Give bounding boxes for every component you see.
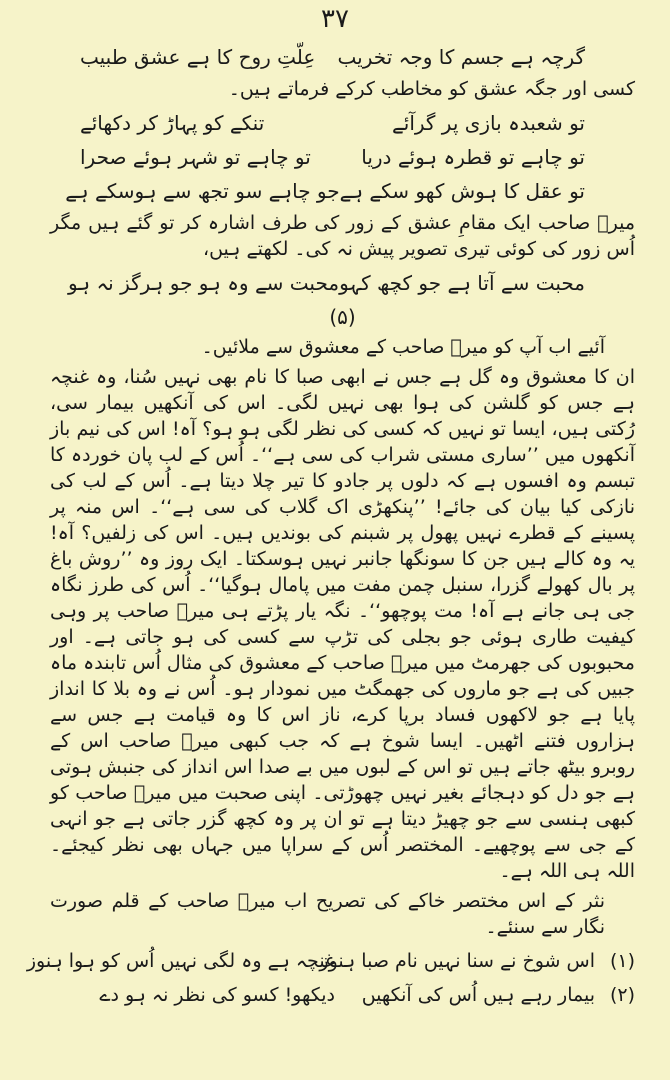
misra-second: تو چاہے تو شہر ہوئے صحرا: [80, 145, 311, 169]
misra-second: دیکھو! کسو کی نظر نہ ہو دے: [99, 984, 335, 1006]
page-number: ۳۷: [321, 4, 349, 34]
misra-second: جو چاہے سو تجھ سے ہوسکے ہے: [65, 179, 340, 203]
misra-first: محبت سے آتا ہے جو کچھ کہو: [339, 271, 585, 295]
couplet: [80, 40, 585, 74]
misra-second: عِلّتِ روح کا ہے عشق طبیب: [80, 45, 316, 69]
prose-line: کسی اور جگہ عشق کو مخاطب کرکے فرماتے ہیں۔: [228, 78, 635, 100]
misra-first: تو شعبدہ بازی پر گرآئے: [392, 111, 585, 135]
misra-second: تنکے کو پہاڑ کر دکھائے: [80, 111, 265, 135]
misra-first: تو عقل کا ہوش کھو سکے ہے: [339, 179, 585, 203]
couplet: [80, 140, 585, 174]
misra-second: غنچہ ہے وہ لگی نہیں اُس کو ہوا ہنوز: [26, 950, 335, 972]
couplet-number: (۲): [609, 984, 635, 1006]
couplet: [65, 174, 585, 208]
prose-line: نثر کے اس مختصر خاکے کی تصریح اب میرؔ صاحب کے قلم صورت نگار سے سنئے۔: [50, 890, 605, 938]
misra-first: بیمار رہے ہیں اُس کی آنکھیں: [361, 984, 595, 1006]
prose-paragraph: میرؔ صاحب ایک مقامِ عشق کے زور کی طرف اشارہ کر تو گئے ہیں مگر اُس زور کی کوئی تیری تصویر پیش نہ کی۔ لکھتے ہیں،: [50, 212, 635, 260]
numbered-couplet: [50, 978, 635, 1012]
misra-second: محبت سے وہ ہو جو ہرگز نہ ہو: [68, 271, 340, 295]
couplet: [68, 266, 585, 300]
couplet: [80, 106, 585, 140]
couplet-number: (۱): [609, 950, 635, 972]
misra-first: تو چاہے تو قطرہ ہوئے دریا: [361, 145, 585, 169]
misra-first: اس شوخ نے سنا نہیں نام صبا ہنوز: [319, 950, 595, 972]
misra-first: گرچہ ہے جسم کا وجہ تخریب: [337, 45, 585, 69]
section-number: (۵): [329, 305, 356, 329]
prose-paragraph: ان کا معشوق وہ گل ہے جس نے ابھی صبا کا نام بھی نہیں سُنا، وہ غنچہ ہے جس کو گلشن کی ہوا بھی نہیں لگی۔ اس کی آنکھیں بیمار سی، رُکتی ہیں، ایسا تو نہیں کہ کسی کی نظر لگی ہو ہو؟ آہ! اس کی نیم باز آنکھوں میں ’’ساری مستی شراب کی سی ہے‘‘۔ اُس کے لب پان خوردہ کا تبسم وہ افسوں ہے کہ دلوں پر جادو کا تیر چلا دیتا ہے۔ اُس کے لب کی نازکی کیا بیان کی جائے! ’’پنکھڑی اک گلاب کی سی ہے‘‘۔ اس منہ پر پسینے کے قطرے نہیں پھول پر شبنم کی بوندیں ہیں۔ اس کی زلفیں؟ آہ! یہ وہ کالے ہیں جن کا سونگھا جانبر نہیں ہوسکتا۔ ایک روز وہ ’’روش باغ پر بال کھولے گزرا، سنبل چمن مفت میں پامال ہوگیا‘‘۔ اُس کی طرز نگاہ جی ہی جانے ہے آہ! مت پوچھو‘‘۔ نگہ یار پڑتے ہی میرؔ صاحب پر وہی کیفیت طاری ہوئی جو بجلی کی تڑپ سے کسی کی ہو جاتی ہے۔ اور محبوبوں کی جھرمٹ میں میرؔ صاحب کے معشوق کی مثال اُس تابندہ ماہ جبیں کی ہے جو ماروں کی جھمگٹ میں نمودار ہو۔ اُس نے وہ بلا کا انداز پایا ہے جو لاکھوں فساد برپا کرے، ناز اس کا وہ قیامت ہے جس سے ہزاروں فتنے اٹھیں۔ ایسا شوخ ہے کہ جب کبھی میرؔ صاحب اس کے روبرو بیٹھ جاتے ہیں تو اس کے لبوں میں بے صدا اس انداز کی جنبش ہوتی ہے جو دل کو دہجائے بغیر نہیں چھوڑتی۔ اپنی صحبت میں میرؔ صاحب کو کبھی ہنسی سے جو چھیڑ دیتا ہے تو ان پر وہ کچھ گزر جاتی ہے جو انہی کے جی سے پوچھیے۔ المختصر اُس کے سراپا میں جہاں بھی نظر کیجئے۔ اللہ ہی اللہ ہے۔: [50, 366, 635, 882]
numbered-couplet: [26, 944, 635, 978]
prose-line: آئیے اب آپ کو میرؔ صاحب کے معشوق سے ملائیں۔: [201, 336, 605, 358]
page-content: [26, 40, 635, 1012]
